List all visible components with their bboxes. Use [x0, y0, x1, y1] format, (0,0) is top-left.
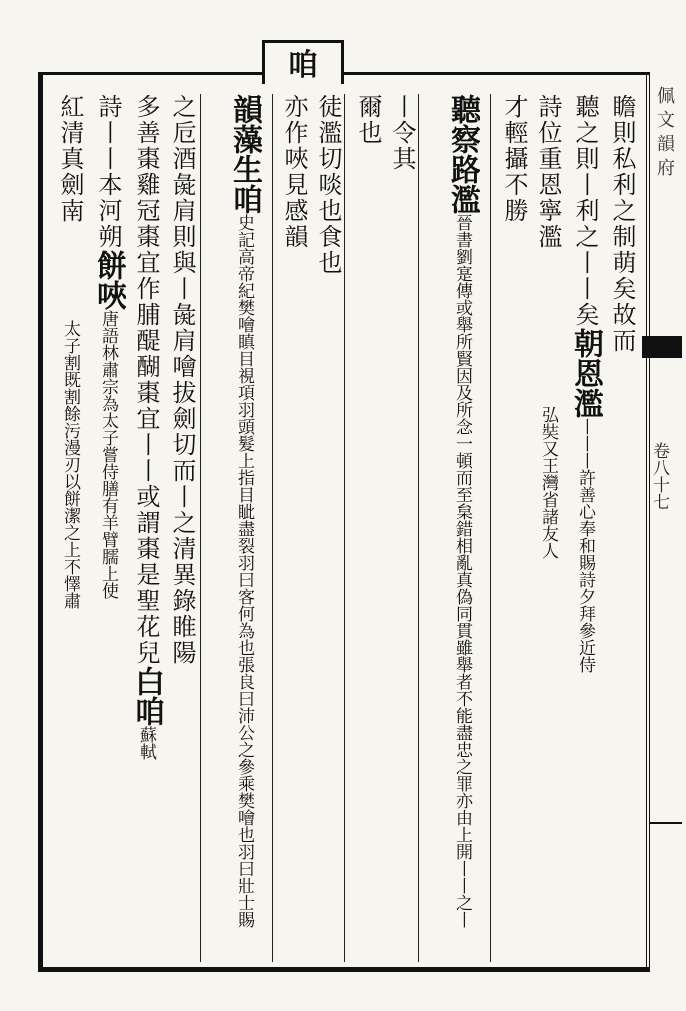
fold-tick — [650, 822, 682, 824]
column-text: 亦作唊見感韻 — [280, 94, 308, 250]
text-column-11 — [164, 94, 200, 962]
column-text: 徒濫切啖也食也 — [314, 94, 342, 276]
volume-label: 卷八十七 — [649, 442, 669, 510]
text-column-2 — [567, 94, 603, 962]
text-column-1 — [604, 94, 640, 962]
text-column-3 — [530, 94, 566, 962]
head-character: 咱 — [288, 48, 318, 83]
fold-rule — [646, 72, 647, 972]
lemma-heading: 白咱 — [129, 666, 164, 726]
column-text: 才輕攝不勝 — [500, 94, 528, 224]
text-column-6 — [384, 94, 420, 962]
column-text: 聽之則丨利之丨丨矣 — [571, 94, 599, 328]
text-column-14 — [52, 94, 88, 962]
column-text: 詩位重恩寧濫 — [534, 94, 562, 250]
column-text: 多善棗雞冠棗宜作脯醍醐棗宜丨丨或謂棗是聖花兒 — [132, 94, 160, 666]
column-separator — [490, 94, 491, 962]
annotation: 蘇軾 — [136, 726, 156, 760]
annotation: 丨丨丨許善心奉和賜詩夕拜參近侍 — [575, 418, 595, 673]
text-column-4 — [496, 94, 532, 962]
annotation: 史記高帝紀樊噲瞋目視項羽頭髮上指目眦盡裂羽曰客何為也張良曰沛公之參乘樊噲也羽曰壯士賜 — [234, 214, 254, 928]
column-text: 瞻則私利之制萌矣故而 — [608, 94, 636, 354]
column-text: 紅清真劍南 — [56, 94, 84, 224]
lemma-heading: 朝恩濫 — [568, 328, 603, 418]
column-separator — [272, 94, 273, 962]
lemma-heading: 韻藻生咱 — [227, 94, 262, 214]
annotation: 唐語林肅宗為太子嘗侍膳有羊臂臑上使 — [98, 310, 118, 599]
text-column-5 — [440, 94, 480, 962]
text-column-13 — [90, 94, 126, 962]
column-separator — [200, 94, 201, 962]
lemma-heading: 餅唊 — [91, 250, 126, 310]
text-column-9 — [276, 94, 312, 962]
annotation: 太子割既割餘污漫刃以餅潔之上不懌肅 — [60, 320, 80, 609]
fold-title: 佩文韻府 — [654, 86, 675, 182]
text-column-7 — [350, 94, 386, 962]
lemma-heading: 聽察路濫 — [445, 94, 480, 214]
column-text: 之卮酒彘肩則與丨彘肩噲拔劍切而丨之清異錄睢陽 — [168, 94, 196, 666]
annotation: 弘奘又王灣省諸友人 — [538, 406, 558, 559]
text-column-12 — [128, 94, 164, 962]
column-text: 丨令其 — [388, 94, 416, 172]
text-column-8 — [310, 94, 346, 962]
column-text: 爾也 — [354, 94, 382, 146]
text-column-10 — [222, 94, 262, 962]
annotation: 晉書劉寔傳或舉所賢因及所念一頓而至枲錯相亂真偽同貫雖舉者不能盡忠之罪亦由上開丨丨之丨 — [452, 214, 472, 928]
column-text: 詩丨丨本河朔 — [94, 94, 122, 250]
fish-tail-mark — [642, 336, 682, 358]
